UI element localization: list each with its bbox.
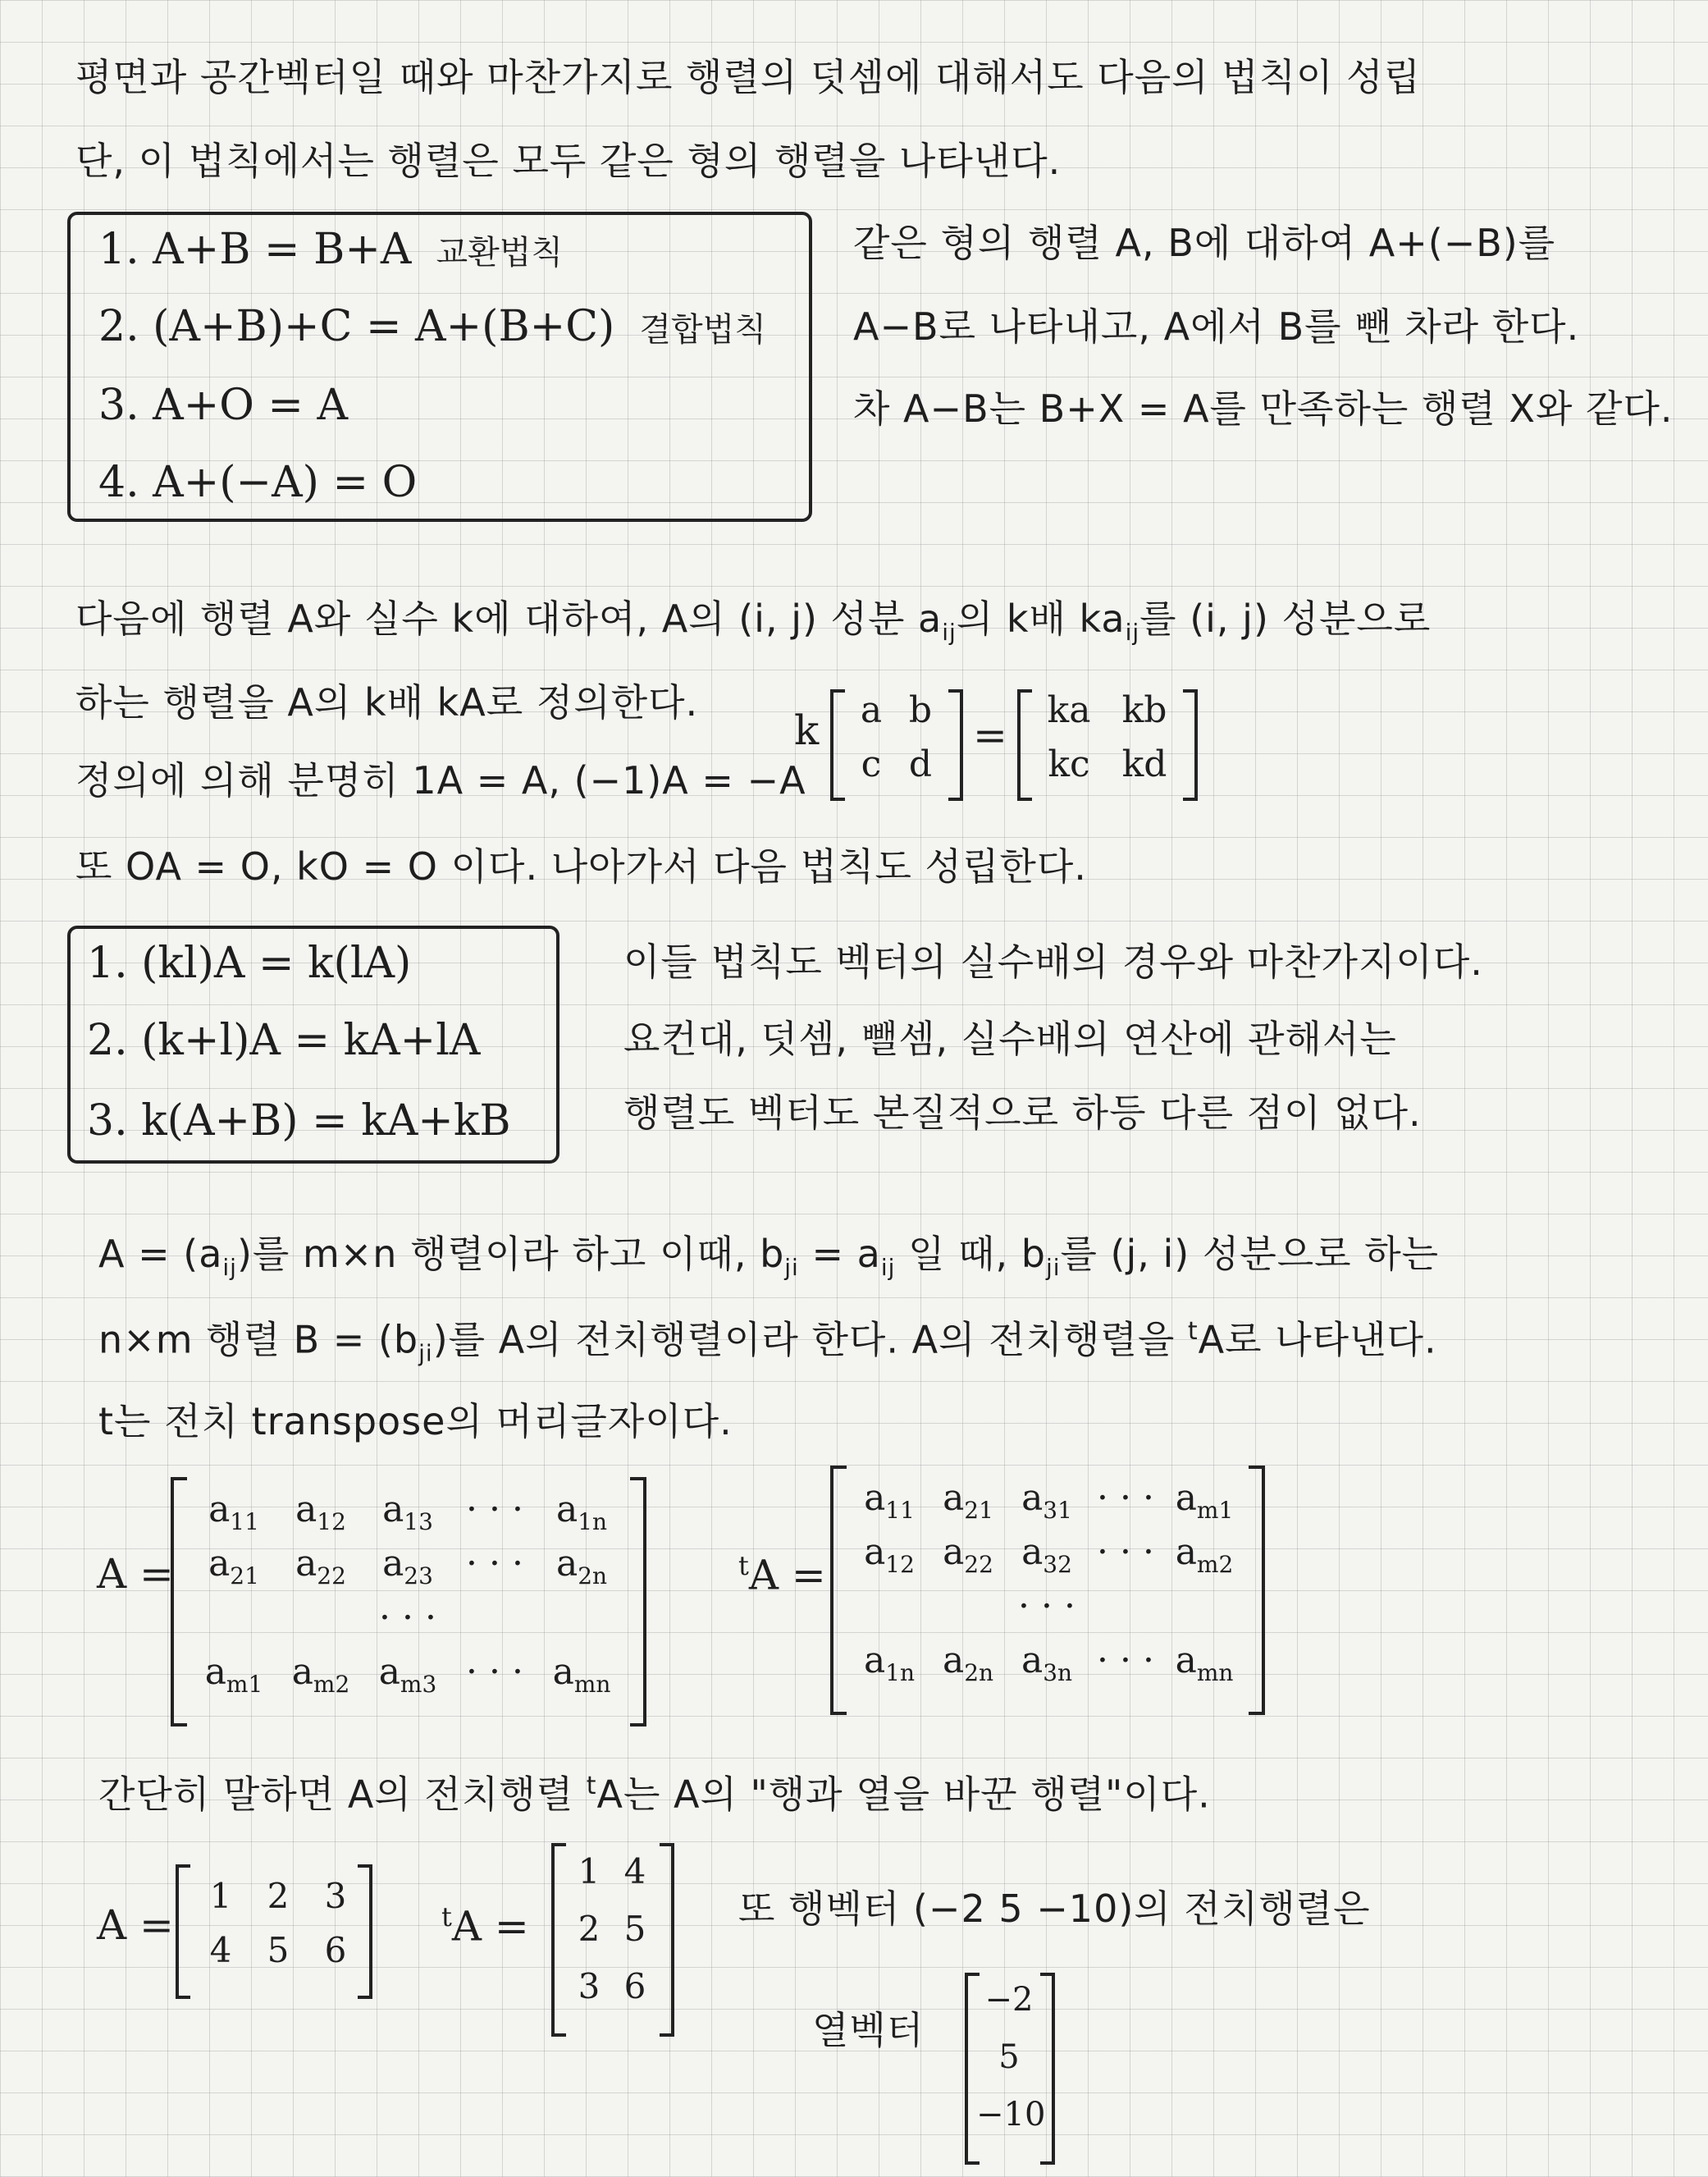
- matrix-cell: $a_{21}$: [208, 1543, 259, 1589]
- left-matrix-bracket-l: [830, 689, 845, 801]
- intro-line-2: 단, 이 법칙에서는 행렬은 모두 같은 형의 행렬을 나타낸다.: [75, 139, 1062, 183]
- matrix-cell: · · ·: [1018, 1585, 1075, 1627]
- example-transpose-bracket-l: [551, 1843, 566, 2037]
- general-matrix-bracket-r: [630, 1477, 646, 1727]
- scalar-def-line-4: 또 OA = O, kO = O 이다. 나아가서 다음 법칙도 성립한다.: [75, 844, 1087, 889]
- column-vector: [965, 1973, 1055, 2161]
- matrix-cell: a: [860, 689, 883, 731]
- matrix-cell: · · ·: [466, 1651, 523, 1693]
- matrix-cell: −10: [976, 2096, 1046, 2134]
- matrix-cell: $a_{21}$: [943, 1477, 993, 1524]
- matrix-cell: · · ·: [1097, 1531, 1154, 1573]
- scalar-rule-1: 1. (kl)A = k(lA): [87, 939, 412, 988]
- matrix-cell: kb: [1121, 689, 1167, 731]
- matrix-cell: $a_{2n}$: [942, 1640, 994, 1686]
- general-matrix: [171, 1477, 646, 1723]
- matrix-cell: $a_{2n}$: [555, 1543, 608, 1589]
- matrix-cell: $a_{22}$: [943, 1531, 993, 1578]
- matrix-cell: 6: [324, 1930, 347, 1970]
- scalar-def-line-1: 다음에 행렬 A와 실수 k에 대하여, A의 (i, j) 성분 $a_{ij}$의 k배 $ka_{ij}$를 (i, j) 성분으로: [75, 597, 1432, 647]
- rule-formula: 2. (A+B)+C = A+(B+C): [98, 302, 615, 351]
- scalar-rule-2: 2. (k+l)A = kA+lA: [87, 1016, 481, 1065]
- addition-rule-4: [98, 460, 417, 506]
- transpose-def-line-1: $A = (a_{ij})$를 m×n 행렬이라 하고 이때, $b_{ji} = a_{ij}$ 일 때, $b_{ji}$를 (j, i) 성분으로 하는: [98, 1232, 1440, 1282]
- scalar-note-1: 이들 법칙도 벡터의 실수배의 경우와 마찬가지이다.: [623, 940, 1483, 984]
- matrix-cell: · · ·: [466, 1543, 523, 1585]
- general-transpose-name: $^t$A =: [738, 1550, 826, 1599]
- matrix-cell: 1: [209, 1876, 232, 1916]
- matrix-cell: $a_{3n}$: [1021, 1640, 1073, 1686]
- example-matrix-name: A =: [97, 1901, 174, 1949]
- scalar-eq: =: [973, 711, 1007, 759]
- row-vector-text: 또 행벡터 (−2 5 −10)의 전치행렬은: [738, 1887, 1371, 1931]
- example-transpose-bracket-r: [660, 1843, 674, 2037]
- matrix-cell: $a_{23}$: [382, 1543, 433, 1589]
- matrix-cell: · · ·: [1097, 1477, 1154, 1519]
- matrix-cell: $a_{11}$: [864, 1477, 915, 1524]
- matrix-cell: c: [861, 743, 882, 785]
- example-transpose-name: $^t$A =: [441, 1901, 529, 1951]
- matrix-cell: $a_{1n}$: [863, 1640, 916, 1686]
- addition-rule-3: [98, 382, 348, 429]
- rule-formula: 3. A+O = A: [98, 381, 349, 430]
- matrix-cell: $a_{m1}$: [204, 1651, 263, 1698]
- matrix-cell: 5: [998, 2038, 1020, 2076]
- matrix-cell: kc: [1048, 743, 1090, 785]
- matrix-cell: $a_{1n}$: [555, 1489, 608, 1535]
- matrix-cell: $a_{12}$: [864, 1531, 915, 1578]
- matrix-cell: 5: [267, 1930, 290, 1970]
- right-matrix-bracket-r: [1183, 689, 1198, 801]
- matrix-cell: 3: [324, 1876, 347, 1916]
- scalar-def-line-2: 하는 행렬을 A의 k배 kA로 정의한다.: [75, 680, 699, 725]
- left-matrix-bracket-r: [948, 689, 963, 801]
- transpose-def-line-3: t는 전치 transpose의 머리글자이다.: [98, 1399, 733, 1443]
- scalar-def-line-3: 정의에 의해 분명히 1A = A, (−1)A = −A: [75, 758, 806, 803]
- matrix-cell: 4: [623, 1851, 646, 1891]
- example-matrix: [176, 1864, 372, 1996]
- matrix-cell: −2: [984, 1981, 1034, 2019]
- matrix-cell: kd: [1121, 743, 1167, 785]
- subtraction-note-1: 같은 형의 행렬 A, B에 대하여 A+(−B)를: [853, 221, 1556, 265]
- rule-formula: 4. A+(−A) = O: [98, 458, 418, 507]
- scalar-note-2: 요컨대, 덧셈, 뺄셈, 실수배의 연산에 관해서는: [623, 1017, 1397, 1061]
- general-transpose-matrix: [830, 1466, 1265, 1712]
- matrix-cell: $a_{22}$: [295, 1543, 346, 1589]
- column-vector-label: 열벡터: [812, 2008, 925, 2052]
- matrix-cell: · · ·: [466, 1489, 523, 1530]
- general-matrix-bracket-l: [171, 1477, 187, 1727]
- transpose-matrix-bracket-l: [830, 1466, 847, 1715]
- matrix-cell: $a_{11}$: [208, 1489, 259, 1535]
- matrix-cell: $a_{12}$: [295, 1489, 346, 1535]
- matrix-cell: $a_{mn}$: [552, 1651, 611, 1698]
- matrix-cell: 4: [209, 1930, 232, 1970]
- matrix-cell: 6: [623, 1966, 646, 2006]
- matrix-cell: 5: [623, 1909, 646, 1949]
- right-matrix-bracket-l: [1017, 689, 1032, 801]
- matrix-cell: · · ·: [379, 1597, 436, 1639]
- matrix-cell: d: [908, 743, 933, 785]
- general-matrix-name: A =: [97, 1550, 174, 1598]
- matrix-cell: 3: [578, 1966, 601, 2006]
- rule-label: 교환법칙: [436, 234, 564, 272]
- matrix-cell: $a_{m2}$: [291, 1651, 350, 1698]
- matrix-cell: b: [908, 689, 933, 731]
- column-vector-bracket-r: [1040, 1973, 1055, 2165]
- matrix-cell: 2: [578, 1909, 601, 1949]
- matrix-cell: · · ·: [1097, 1640, 1154, 1681]
- example-transpose-matrix: [551, 1843, 674, 2033]
- matrix-cell: 1: [578, 1851, 601, 1891]
- matrix-cell: $a_{13}$: [382, 1489, 433, 1535]
- matrix-cell: 2: [267, 1876, 290, 1916]
- matrix-cell: $a_{m3}$: [378, 1651, 437, 1698]
- addition-rule-2: [98, 304, 766, 350]
- example-matrix-bracket-l: [176, 1864, 190, 1999]
- transpose-matrix-bracket-r: [1249, 1466, 1265, 1715]
- matrix-cell: $a_{mn}$: [1175, 1640, 1234, 1686]
- rule-label: 결합법칙: [639, 311, 766, 349]
- subtraction-note-3: 차 A−B는 B+X = A를 만족하는 행렬 X와 같다.: [853, 386, 1674, 431]
- matrix-cell: ka: [1047, 689, 1091, 731]
- matrix-cell: $a_{m1}$: [1175, 1477, 1234, 1524]
- intro-line-1: 평면과 공간벡터일 때와 마찬가지로 행렬의 덧셈에 대해서도 다음의 법칙이 성립: [75, 55, 1421, 99]
- rule-formula: 1. A+B = B+A: [98, 225, 412, 274]
- subtraction-note-2: A−B로 나타내고, A에서 B를 뺀 차라 한다.: [853, 304, 1580, 349]
- matrix-cell: $a_{m2}$: [1175, 1531, 1234, 1578]
- transpose-summary: 간단히 말하면 A의 전치행렬 $^t$A는 A의 "행과 열을 바꾼 행렬"이다.: [98, 1772, 1211, 1817]
- scalar-note-3: 행렬도 벡터도 본질적으로 하등 다른 점이 없다.: [623, 1091, 1422, 1135]
- matrix-cell: $a_{31}$: [1021, 1477, 1072, 1524]
- matrix-cell: $a_{32}$: [1021, 1531, 1072, 1578]
- transpose-def-line-2: n×m 행렬 $B = (b_{ji})$를 A의 전치행렬이라 한다. A의 전치행렬을 $^t$A로 나타낸다.: [98, 1317, 1437, 1367]
- scalar-k: k: [794, 707, 820, 754]
- scalar-rule-3: 3. k(A+B) = kA+kB: [87, 1096, 511, 1146]
- addition-rule-1: [98, 226, 563, 273]
